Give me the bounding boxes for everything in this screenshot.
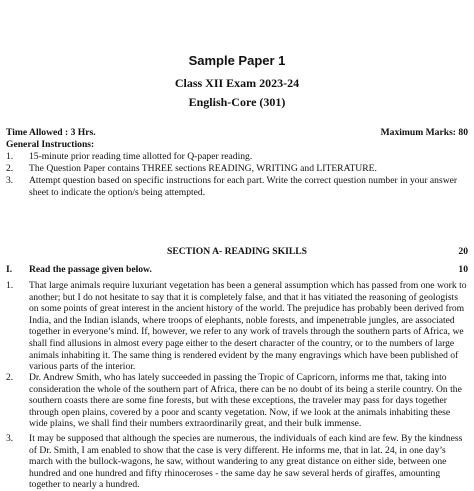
maximum-marks: Maximum Marks: 80 xyxy=(380,127,468,138)
section-marks: 20 xyxy=(458,246,468,257)
instruction-number: 3. xyxy=(6,175,14,186)
instruction-number: 2. xyxy=(6,163,14,174)
instruction-item xyxy=(6,151,468,163)
exam-name: Class XII Exam 2023-24 xyxy=(174,76,300,90)
instruction-text: 15-minute prior reading time allotted for Q-paper reading. xyxy=(29,151,253,162)
paragraph-text: Dr. Andrew Smith, who has lately succeeded in passing the Tropic of Capricorn, informs me that, taking into consideration the whole of the southern part of Africa, there can be no doubt of its being a sterile country. On the southern coasts there are some fine forests, but with these exceptions, the traveler may pass for days together through open plains, covered by a poor and scanty vegetation. Now, if we look at the animals inhabiting these wide plains, we shall find their numbers extraordinarily great, and their bulk immense. xyxy=(29,372,462,430)
passage-paragraph xyxy=(6,433,468,491)
time-allowed: Time Allowed : 3 Hrs. xyxy=(6,127,96,138)
instructions-heading: General Instructions: xyxy=(6,139,95,150)
instruction-text: The Question Paper contains THREE sections READING, WRITING and LITERATURE. xyxy=(29,163,377,174)
paragraph-number: 1. xyxy=(6,280,14,291)
instruction-text: Attempt question based on specific instructions for each part. Write the correct question number in your answer sheet to indicate the option/s being attempted. xyxy=(29,175,458,198)
subject-name: English-Core (301) xyxy=(188,95,286,109)
paragraph-text: That large animals require luxuriant vegetation has been a general assumption which has passed from one work to another; but I do not hesitate to say that it is completely false, and that it has vitiated the reasoning of geologists on some points of great interest in the ancient history of the world. The prejudice has probably been derived from India, and the Indian islands, where troops of elephants, noble forests, and impenetrable jungles, are associated together in everyone’s mind. If, however, we refer to any work of travels through the southern parts of Africa, we shall find allusions in almost every page either to the desert character of the country, or to the numbers of large animals inhabiting it. The same thing is rendered evident by the many engravings which have been published of various parts of the interior. xyxy=(29,280,467,373)
paragraph-number: 2. xyxy=(6,372,14,383)
passage-paragraph xyxy=(6,280,468,373)
paragraph-text: It may be supposed that although the species are numerous, the individuals of each kind are few. By the kindness of Dr. Smith, I am enabled to show that the case is very different. He informs me, that in lat. 24, in one day’s march with the bullock-wagons, he saw, without wandering to any great distance on either side, between one hundred and one hundred and fifty rhinoceroses - the same day he saw several herds of giraffes, amounting together to nearly a hundred. xyxy=(29,433,463,491)
question-text: Read the passage given below. xyxy=(29,264,152,275)
paragraph-number: 3. xyxy=(6,433,14,444)
paper-title: Sample Paper 1 xyxy=(188,53,286,68)
instruction-item xyxy=(6,175,468,198)
question-number: I. xyxy=(6,264,13,275)
passage-paragraph xyxy=(6,372,468,430)
instruction-item xyxy=(6,163,468,175)
question-marks: 10 xyxy=(458,264,468,275)
question-heading xyxy=(6,264,468,276)
section-title: SECTION A- READING SKILLS xyxy=(167,246,307,257)
instruction-number: 1. xyxy=(6,151,14,162)
